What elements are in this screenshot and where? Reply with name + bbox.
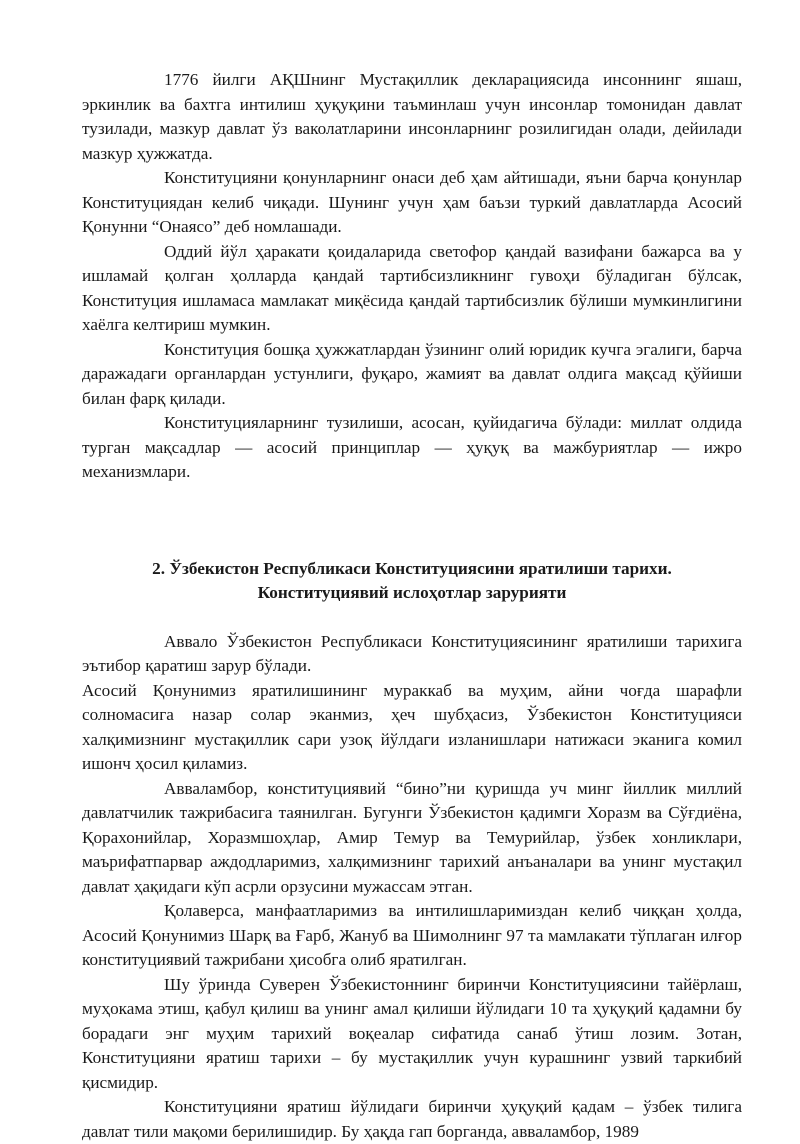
document-page — [82, 68, 742, 1144]
paragraph: Конституцияларнинг тузилиши, асосан, қуйидагича бўлади: миллат олдида турган мақсадлар — асосий принциплар — ҳуқуқ ва мажбуриятлар — ижро механизмлари. — [82, 413, 742, 481]
section-heading-line2: Конституциявий ислоҳотлар зарурияти — [257, 583, 567, 602]
paragraph: Авваламбор, конституциявий “бино”ни қуришда уч минг йиллик миллий давлатчилик тажрибасига таянилган. Бугунги Ўзбекистон қадимги Хоразм ва Сўғдиёна, Қорахонийлар, Хоразмшоҳлар, Амир Темур ва Темурийлар, ўзбек хонликлари, маърифатпарвар аждодларимиз, халқимизнинг тарихий анъаналари ва унинг мустақил давлат ҳақидаги кўп асрли орзусини мужассам этган. — [82, 778, 742, 896]
paragraph: Оддий йўл ҳаракати қоидаларида светофор қандай вазифани бажарса ва у ишламай қолган ҳолларда қандай тартибсизликнинг гувоҳи бўладиган бўлсак, Конституция ишламаса мамлакат миқёсида қандай тартибсизлик бўлиши мумкинлигини хаёлга келтириш мумкин. — [82, 241, 742, 334]
spacer — [82, 606, 742, 630]
paragraph: Конституция бошқа ҳужжатлардан ўзининг олий юридик кучга эгалиги, барча даражадаги органлардан устунлиги, фуқаро, жамият ва давлат олдига мақсад қўйиши билан фарқ қилади. — [82, 339, 742, 408]
section-heading-line1: 2. Ўзбекистон Республикаси Конституциясини яратилиши тарихи. — [152, 558, 672, 578]
paragraph: Конституцияни яратиш йўлидаги биринчи ҳуқуқий қадам – ўзбек тилига давлат тили мақоми берилишидир. Бу ҳақда гап борганда, авваламбор, 1989 — [82, 1097, 742, 1141]
paragraph: Асосий Қонунимиз яратилишининг мураккаб ва муҳим, айни чоғда шарафли солномасига назар солар эканмиз, ҳеч шубҳасиз, Ўзбекистон Конституцияси халқимизнинг мустақиллик сари узоқ йўлдаги изланишлари натижаси эканига комил ишонч ҳосил қиламиз. — [82, 680, 742, 773]
paragraph: Шу ўринда Суверен Ўзбекистоннинг биринчи Конституциясини тайёрлаш, муҳокама этиш, қабул қилиш ва унинг амал қилиши йўлидаги 10 та ҳуқуқий қадамни бу борадаги энг муҳим тарихий воқеалар сифатида санаб ўтиш лозим. Зотан, Конституцияни яратиш тарихи – бу мустақиллик учун курашнинг узвий таркибий қисмидир. — [82, 974, 742, 1092]
paragraph: Аввало Ўзбекистон Республикаси Конституциясининг яратилиши тарихига эътибор қаратиш зарур бўлади. — [82, 631, 742, 675]
paragraph: Конституцияни қонунларнинг онаси деб ҳам айтишади, яъни барча қонунлар Конституциядан келиб чиқади. Шунинг учун ҳам баъзи туркий давлатларда Асосий Қонунни “Онаясо” деб номлашади. — [82, 168, 742, 236]
spacer — [82, 485, 742, 557]
paragraph: Қолаверса, манфаатларимиз ва интилишларимиздан келиб чиққан ҳолда, Асосий Қонунимиз Шарқ ва Ғарб, Жануб ва Шимолнинг 97 та мамлакати тўплаган илғор конституциявий тажрибани ҳисобга олиб яратилган. — [82, 901, 742, 969]
paragraph: 1776 йилги АҚШнинг Мустақиллик декларациясида инсоннинг яшаш, эркинлик ва бахтга интилиш ҳуқуқини таъминлаш учун инсонлар томонидан давлат тузилади, мазкур давлат ўз ваколатларини инсонларнинг розилигидан олади, дейилади мазкур ҳужжатда. — [82, 70, 742, 163]
